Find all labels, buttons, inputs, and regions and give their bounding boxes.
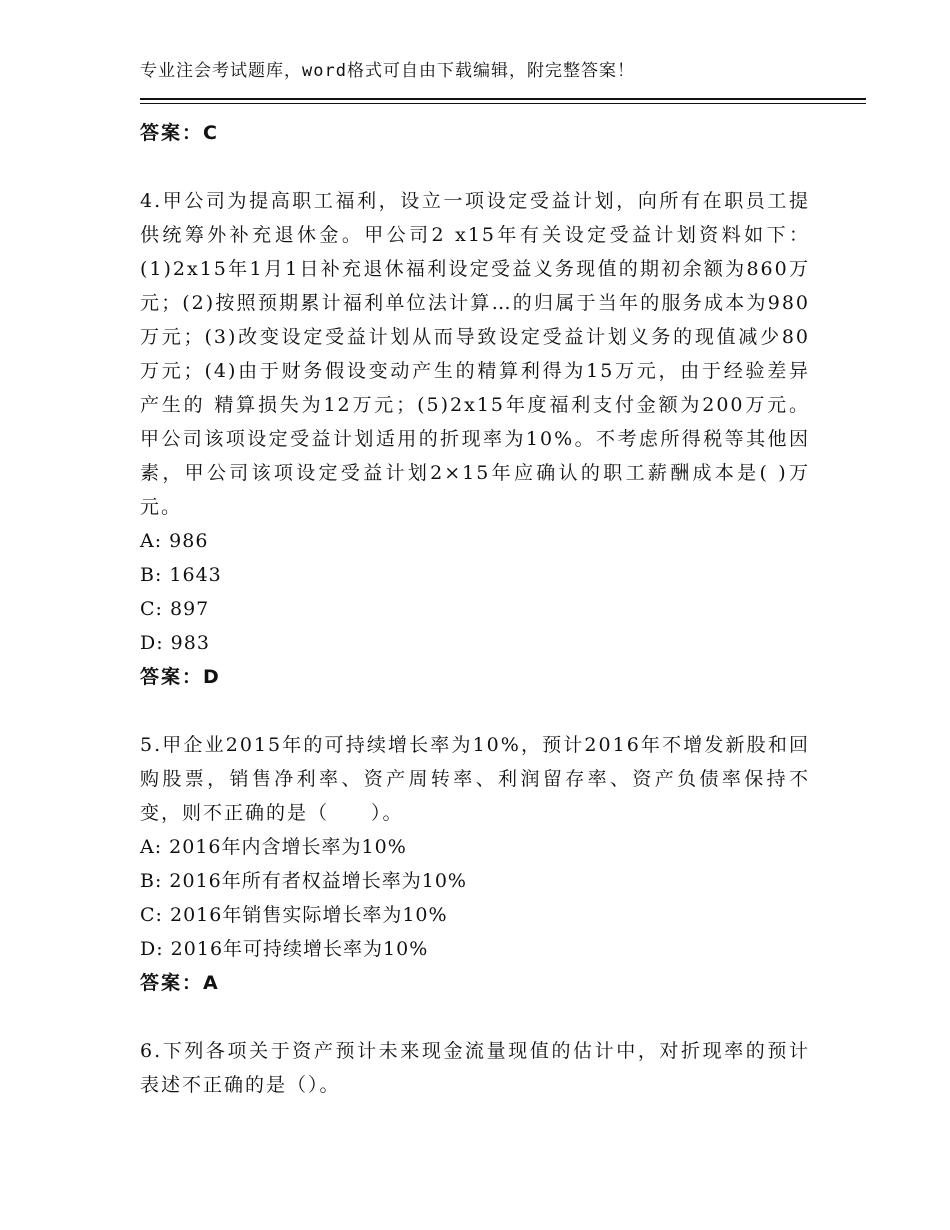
option-c: C: 897 [140,598,210,620]
question-text: 5.甲企业2015年的可持续增长率为10%，预计2016年不增发新股和回购股票，销售净利率、资产周转率、利润留存率、资产负债率保持不变，则不正确的是（ ）。 [140,734,810,824]
question-5 [140,728,810,1000]
option-a: A: 986 [140,530,209,552]
option-a: A: 2016年内含增长率为10% [140,836,407,858]
header-rule-thick [140,98,866,100]
answer: 答案：A [140,972,220,994]
header-rule-thin [140,103,866,104]
question-text: 4.甲公司为提高职工福利，设立一项设定受益计划，向所有在职员工提供统筹外补充退休金。甲公司2 x15年有关设定受益计划资料如下：(1)2x15年1月1日补充退休福利设定受益义务现值的期初余额为860万元；(2)按照预期累计福利单位法计算…的归属于当年的服务成本为980万元；(3)改变设定受益计划从而导致设定受益计划义务的现值减少80万元；(4)由于财务假设变动产生的精算利得为15万元，由于经验差异产生的 精算损失为12万元；(5)2x15年度福利支付金额为200万元。甲公司该项设定受益计划适用的折现率为10%。不考虑所得税等其他因素，甲公司该项设定受益计划2×15年应确认的职工薪酬成本是( )万元。 [140,190,810,518]
question-text: 6.下列各项关于资产预计未来现金流量现值的估计中，对折现率的预计表述不正确的是（）。 [140,1040,810,1096]
answer: 答案：D [140,666,221,688]
question-6 [140,1034,810,1102]
option-b: B: 1643 [140,564,222,586]
header-note: 专业注会考试题库，word格式可自由下载编辑，附完整答案！ [140,61,635,81]
option-b: B: 2016年所有者权益增长率为10% [140,870,467,892]
option-d: D: 983 [140,632,210,654]
option-c: C: 2016年销售实际增长率为10% [140,904,448,926]
question-4 [140,184,810,694]
prev-answer: 答案：C [140,122,219,144]
exam-content [140,116,810,1102]
option-d: D: 2016年可持续增长率为10% [140,938,429,960]
